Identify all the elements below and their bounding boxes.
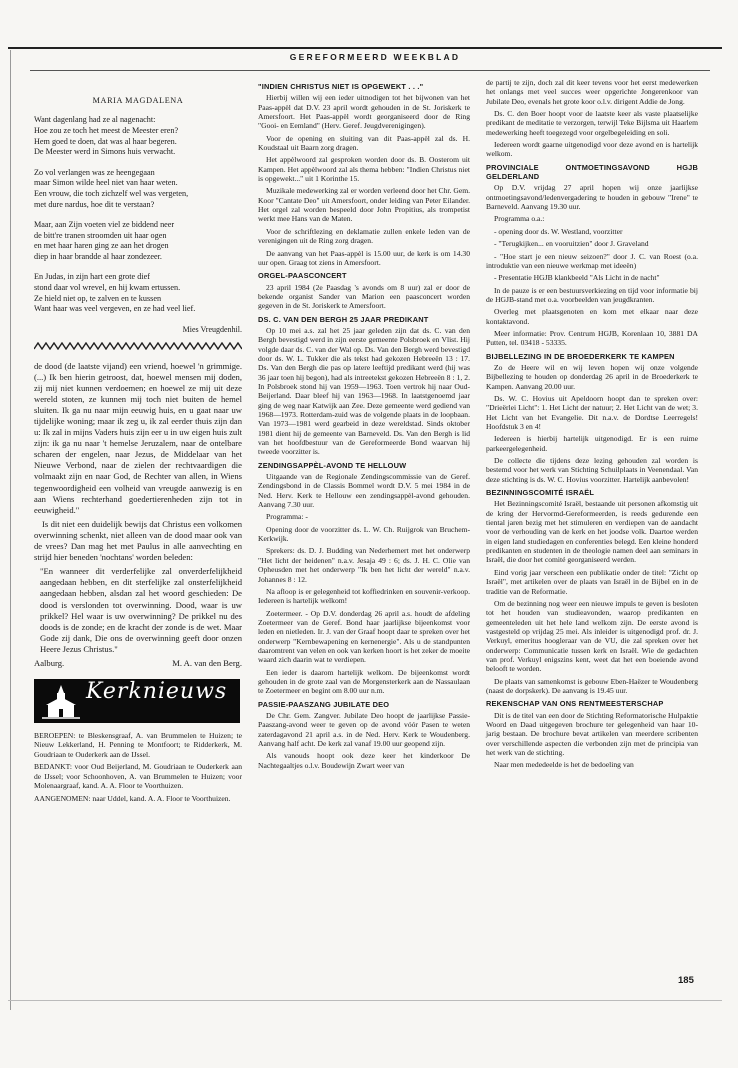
page-edge bbox=[10, 50, 11, 1010]
poem-stanza bbox=[34, 220, 242, 262]
article-signature: M. A. van den Berg. bbox=[172, 657, 242, 668]
section-paragraph: Overleg met plaatsgenoten en kom met elkaar naar deze kontaktavond. bbox=[486, 307, 698, 326]
article-place: Aalburg. bbox=[34, 657, 65, 668]
section-paragraph: De aanvang van het Paas-appèl is 15.00 uur, de kerk is om 14.30 uur open. Graag tot ziens in Amersfoort. bbox=[258, 248, 470, 267]
poem-line: de bitt're tranen stroomden uit haar ogen bbox=[34, 230, 167, 240]
poem-line: Een vrouw, die toch zichzelf wel was vergeten, bbox=[34, 188, 189, 198]
section-paragraph: Op D.V. vrijdag 27 april hopen wij onze jaarlijkse ontmoetingsavond/ledenvergadering te houden in gebouw "Irene" te Barneveld. Aanvang 19.30 uur. bbox=[486, 183, 698, 212]
poem-line: De Meester werd in Simons huis verwacht. bbox=[34, 147, 176, 157]
section-paragraph: Dit is de titel van een door de Stichting Reformatorische Hulpaktie Woord en Daad uitgegeven brochure ter gelegenheid van haar 10-jarig bestaan. De brochure bevat artikelen van meerdere scribenten over verschillende aspecten die verbonden zijn met de principia van het werk van de stichting. bbox=[486, 710, 698, 757]
poem-stanza bbox=[34, 168, 242, 210]
section-paragraph: Op 10 mei a.s. zal het 25 jaar geleden zijn dat ds. C. van den Bergh bevestigd werd in zijn eerste gemeente Polsbroek en Vlist. Hij volgde daar ds. C. van der Wal op. Ds. Van den Bergh werd bevestigd door ds. W. L. Tukker die als tekst had gekozen Hebreeën 13 : 17. Ds. Van den Bergh die pas op latere leeftijd predikant werd (hij was 36 jaar toen hij begon), had als intreetekst gekozen Hebreeën 8 : 1, 2. In Polsbroek stond hij van 1959—1963. Toen vertrok hij naar Oud-Beijerland. Daar bleef hij van 1963—1968. In laatstgenoemd jaar ging de weg naar Katwijk aan Zee. Deze gemeente werd gediend van 1968—1973. Rotterdam-zuid was de volgende plaats in de loopbaan. Van 1973—1981 werd gearbeid in deze wereldstad. Sinds oktober 1981 dient hij de gemeente van Barneveld. Ds. Van den Bergh is lid van het hoofdbestuur van de Gereformeerde Bond waarvan hij tweede voorzitter is. bbox=[258, 325, 470, 457]
article-signature-line bbox=[34, 658, 242, 669]
section-paragraph: Voor de schriftlezing en deklamatie zullen enkele leden van de verenigingen uit de Ring zorg dragen. bbox=[258, 226, 470, 246]
section-paragraph: Zoetermeer. - Op D.V. donderdag 26 april a.s. houdt de afdeling Zoetermeer van de Geref. Bond haar jaarlijkse bijeenkomst voor leden en nietleden. Ir. J. van der Graaf hoopt daar te spreken over het onderwerp "Kernbewapening en kernenergie". Als u de standpunten daaromtrent van velen en ook van kerken hoort is het zeker de moeite waard zich daarin wat te verdiepen. bbox=[258, 608, 470, 665]
top-rule bbox=[8, 47, 722, 49]
column-left bbox=[34, 78, 242, 806]
poem-line: met dure nardus, hoe dit te verstaan? bbox=[34, 199, 155, 209]
masthead-rule bbox=[30, 70, 710, 71]
section-paragraph: - Presentatie HGJB klankbeeld "Als Licht in de nacht" bbox=[494, 273, 660, 283]
section-heading: DS. C. VAN DEN BERGH 25 JAAR PREDIKANT bbox=[258, 314, 429, 324]
section-paragraph: Het appèlwoord zal gesproken worden door ds. B. Oosterom uit Kampen. Het appèlwoord zal als thema hebben: "Indien Christus niet is opgewekt..." uit 1 Korinthe 15. bbox=[258, 155, 470, 184]
section-paragraph: Programma o.a.: bbox=[494, 214, 545, 224]
section-paragraph: Als vanouds hoopt ook deze keer het kinderkoor De Nachtegaaltjes o.l.v. Boudewijn Zwart weer van bbox=[258, 751, 470, 770]
section-paragraph: Ds. C. den Boer hoopt voor de laatste keer als vaste plaatselijke predikant de meditatie te verzorgen, terwijl Teke Bijlsma uit Haarlem medewerking heeft toegezegd voor orgelbegeleiding en soli. bbox=[486, 109, 698, 137]
masthead: GEREFORMEERD WEEKBLAD bbox=[289, 52, 461, 62]
section-paragraph: Muzikale medewerking zal er worden verleend door het Chr. Gem. Koor "Cantate Deo" uit Amersfoort, onder leiding van Peter Eilander. Het orgel zal worden bespeeld door John Propitius, als trompetist werkt mee Hans van de Maten. bbox=[258, 186, 470, 224]
section-heading: "INDIEN CHRISTUS NIET IS OPGEWEKT . . ." bbox=[258, 82, 424, 91]
church-icon bbox=[40, 683, 82, 721]
article-quote: "En wanneer dit verderfelijke zal onverderfelijkheid aangedaan hebben, en dit sterfelijke zal onsterfelijkheid aangedaan hebben, alsdan zal het woord geschieden: De dood is verslonden tot overwinning. Dood, waar is uw prikkel? Hel waar is uw overwinning? De prikkel nu des doods is de zonde; en de kracht der zonde is de wet. Maar Gode zij dank, Die ons de overwinning geeft door onzen Heere Jezus Christus." bbox=[40, 566, 242, 654]
poem-line: En Judas, in zijn hart een grote dief bbox=[34, 272, 150, 282]
section-paragraph: Zo de Heere wil en wij leven hopen wij onze volgende Bijbellezing te houden op donderdag 26 april in de Broederkerk te Kampen. Aanvang 20.00 uur. bbox=[486, 362, 698, 391]
poem-line: Want dagenlang had ze al nagenacht: bbox=[34, 115, 156, 125]
zigzag-divider bbox=[34, 342, 242, 350]
article-paragraph: Is dit niet een duidelijk bewijs dat Christus een volkomen overwinning schenkt, niet alleen van de dood maar ook van de vrees? Dan mag het met Paulus in alle aanvechting en strijd hier beneden 'nochtans' worden beleden: bbox=[34, 518, 242, 563]
section-heading: REKENSCHAP VAN ONS RENTMEESTERSCHAP bbox=[486, 699, 664, 709]
poem-line: Maar, aan Zijn voeten viel ze biddend neer bbox=[34, 220, 175, 230]
section-paragraph: De Chr. Gem. Zangver. Jubilate Deo hoopt de jaarlijkse Passie-Paaszang-avond weer te geven op de avond vóór Pasen te weten zaterdagavond 21 april a.s. in de Ned. Herv. Kerk te Woudenberg. Aanvang half acht. De kerk zal vanaf 19.00 uur geopend zijn. bbox=[258, 710, 470, 748]
section-paragraph: Een ieder is daarom hartelijk welkom. De bijeenkomst wordt gehouden in de grote zaal van de Morgensterkerk aan de Nassaulaan te Zoetermeer en begint om 8.00 uur n.m. bbox=[258, 667, 470, 696]
poem-line: Want haar was veel vergeven, en ze had veel lief. bbox=[34, 304, 196, 314]
section-paragraph: Iedereen wordt gaarne uitgenodigd voor deze avond en is hartelijk welkom. bbox=[486, 140, 698, 159]
section-paragraph: Naar men mededeelde is het de bedoeling van bbox=[494, 760, 634, 770]
section-paragraph: - "Hoe start je een nieuw seizoen?" door J. C. van Roest (o.a. introduktie van een nieuwe werkmap met ideeën) bbox=[486, 251, 698, 270]
section-paragraph: De collecte die tijdens deze lezing gehouden zal worden is bestemd voor het werk van Stichting Schuilplaats in Veenendaal. Van deze stichting is ds. W. C. Hovius voorzitter. Hartelijk aanbevolen! bbox=[486, 456, 698, 484]
poem-line: Hem goed te doen, dat was al haar begeren. bbox=[34, 136, 177, 146]
section-paragraph: Na afloop is er gelegenheid tot koffiedrinken en souvenir-verkoop. Iedereen is hartelijk welkom! bbox=[258, 586, 470, 606]
kerknieuws-title: Kerknieuws bbox=[86, 679, 228, 705]
section-heading: PASSIE-PAASZANG JUBILATE DEO bbox=[258, 699, 390, 709]
section-paragraph: Hierbij willen wij een ieder uitnodigen tot het bijwonen van het Paas-appèl dat D.V. 23 april wordt gehouden in de St. Joriskerk te Amersfoort. Het Paas-appèl wordt georganiseerd door de Ring "Gooi- en Eemland" (Herv. Geref. Jeugdverenigingen). bbox=[258, 93, 470, 131]
kerknieuws-list bbox=[34, 731, 242, 803]
section-paragraph: Voor de opening en sluiting van dit Paas-appèl zal ds. H. Koudstaal uit Baarn zorg dragen. bbox=[258, 133, 470, 153]
section-paragraph: Eind vorig jaar verscheen een publikatie onder de titel: "Zicht op Israël", met artikelen over de plaats van Israël in de Bijbel en in de traditie van de Reformatie. bbox=[486, 567, 698, 596]
page-number: 185 bbox=[678, 975, 694, 986]
poem-line: Hoe zou ze toch het meest de Meester eren? bbox=[34, 125, 179, 135]
poem-title: MARIA MAGDALENA bbox=[92, 96, 184, 105]
poem-stanza bbox=[34, 115, 242, 157]
poem-line: Zo vol verlangen was ze heengegaan bbox=[34, 167, 155, 177]
section-paragraph: In de pauze is er een bestuursverkiezing en tijd voor informatie bij de HGJB-stand met o.a. voorbeelden van jeugdkranten. bbox=[486, 285, 698, 304]
column-middle bbox=[258, 78, 470, 773]
section-heading: ZENDINGSAPPÈL-AVOND TE HELLOUW bbox=[258, 460, 407, 470]
kerknieuws-item: AANGENOMEN: naar Uddel, kand. A. A. Floor te Voorthuizen. bbox=[34, 793, 231, 803]
kerknieuws-banner bbox=[34, 679, 240, 723]
section-heading: BIJBELLEZING IN DE BROEDERKERK TE KAMPEN bbox=[486, 351, 675, 361]
section-paragraph: de partij te zijn, doch zal dit keer tevens voor het eerst medewerken het onlangs met veel succes weer opgerichte Jongerenkoor van Jubilate Deo, evenals het grote koor o.l.v. dirigent Addie de Jong. bbox=[486, 78, 698, 106]
section-heading: PROVINCIALE ONTMOETINGSAVOND HGJB GELDERLAND bbox=[486, 162, 698, 182]
section-paragraph: - "Terugkijken... en vooruitzien" door J. Graveland bbox=[494, 239, 649, 249]
poem-line: maar Simon wilde heel niet van haar weten. bbox=[34, 178, 178, 188]
section-paragraph: De plaats van samenkomst is gebouw Eben-Haëzer te Woudenberg (naast de dorpskerk). De aanvang is 19.45 uur. bbox=[486, 676, 698, 695]
poem bbox=[34, 115, 242, 315]
section-paragraph: Uitgaande van de Regionale Zendingscommissie van de Geref. Zendingsbond in de Classis Bommel wordt D.V. 5 mei 1984 in de Ned. Herv. Kerk te Hellouw een zendingsappèl-avond gehouden. Aanvang 7.30 uur. bbox=[258, 472, 470, 510]
section-paragraph: Programma: - bbox=[266, 512, 308, 522]
bottom-rule bbox=[8, 1000, 722, 1001]
section-paragraph: Om de bezinning nog weer een nieuwe impuls te geven is besloten tot het houden van studieavonden, waarop predikanten en gemeenteleden uit het hele land welkom zijn. De eerste avond is vastgesteld op vrijdag 25 mei. Als inleider is uitgenodigd prof. dr. J. Verkuyl, emeritus hoogleraar van de VU, die zal spreken over het onderwerp: Communicatie tussen kerk en Israël. Wie de gedachten van prof. Verkuyl enigszins kent, weet dat het een boeiende avond belooft te worden. bbox=[486, 598, 698, 674]
poem-line: Ze hield niet op, te zalven en te kussen bbox=[34, 293, 162, 303]
article-paragraph: de dood (de laatste vijand) een vriend, hoewel 'n grimmige. (...) Ik ben hierin getroost, dat, hoewel mensen mij doden, zij mij niet kunnen verdoemen; en hoewel ze mij uit deze wereld stoten, ze kunnen mij toch niet buiten de hemel sluiten. Ik ga nu naar mijn eeuwig huis, en u gaat naar uw tijdelijke woning; maar ik zeg u, ik zal eerder thuis zijn dan u: Ik zal in mijns Vaders huis zijn eer u in uw eigen huis zult zijn: ik ga nu naar 't hemelse Jeruzalem, naar de ontelbare scharen der engelen, naar Jezus, de Middelaar van het Nieuwe Verbond, naar de zielen der rechtvaardigen die volmaakt zijn en naar God, de Rechter van allen, in Wiens tegenwoordigheid een volheid van vreugde aanwezig is en aan Wiens rechterhand goedertierenheden zijn tot in eeuwigheid." bbox=[34, 360, 242, 515]
section-paragraph: Meer informatie: Prov. Centrum HGJB, Korenlaan 10, 3881 DA Putten, tel. 03418 - 53335. bbox=[486, 328, 698, 348]
section-paragraph: Ds. W. C. Hovius uit Apeldoorn hoopt dan te spreken over: "Drieërlei Licht": 1. Het Licht der natuur; 2. Het Licht van de wet; 3. Het Licht van het Evangelie. Dit n.a.v. de Dordtse Leerregels! Hoofdstuk 3 en 4! bbox=[486, 393, 698, 431]
kerknieuws-item: BEDANKT: voor Oud Beijerland, M. Goudriaan te Ouderkerk aan de IJssel; voor Schoonhoven, A. van Brummelen te Huizen; voor Molenaargraaf, kand. A. A. Floor te Voorthuizen. bbox=[34, 762, 242, 791]
poem-author: Mies Vreugdenhil. bbox=[182, 324, 242, 334]
poem-line: en met haar haren ging ze aan het drogen bbox=[34, 241, 169, 251]
poem-stanza bbox=[34, 272, 242, 314]
section-paragraph: Sprekers: ds. D. J. Budding van Nederhemert met het onderwerp "Het licht der heidenen" n.a.v. Jesaja 49 : 6; ds. J. H. C. Olie van Opheusden met het onderwerp "Ik ben het licht der wereld" n.a.v. Johannes 8 : 12. bbox=[258, 546, 470, 584]
poem-line: stond daar vol wrevel, en hij kwam ertussen. bbox=[34, 283, 181, 293]
section-paragraph: Iedereen is hierbij hartelijk uitgenodigd. Er is een ruime parkeergelegenheid. bbox=[486, 434, 698, 453]
section-paragraph: - opening door ds. W. Westland, voorzitter bbox=[494, 226, 623, 236]
kerknieuws-item: BEROEPEN: te Bleskensgraaf, A. van Brummelen te Huizen; te Nieuw Lekkerland, H. Penning te Montfoort; te Ridderkerk, M. Goudriaan te Ouderkerk aan de IJssel. bbox=[34, 731, 242, 759]
section-heading: BEZINNINGSCOMITÉ ISRAËL bbox=[486, 488, 595, 498]
column-right bbox=[486, 78, 698, 773]
section-paragraph: 23 april 1984 (2e Paasdag 's avonds om 8 uur) zal er door de bekende organist Sander van Marion een paasconcert worden gegeven in de St. Joriskerk te Amersfoort. bbox=[258, 282, 470, 311]
section-paragraph: Het Bezinningscomité Israël, bestaande uit personen afkomstig uit de kring der Hervormd-Gereformeerden, is reeds gedurende een tiental jaren bezig met het stimuleren en verdiepen van de aandacht voor de verhouding van de kerk en het joodse volk. Daartoe werden in eigen land studiedagen en conferenties belegd. Een kleine honderd predikanten en studenten in de theologie namen deel aan seminars in Israël, die door het comité georganiseerd werden. bbox=[486, 499, 698, 565]
section-paragraph: Opening door de voorzitter ds. L. W. Ch. Ruijgrok van Bruchem-Kerkwijk. bbox=[258, 524, 470, 544]
article-left bbox=[34, 361, 242, 670]
section-heading: ORGEL-PAASCONCERT bbox=[258, 271, 347, 281]
poem-line: diep in haar brandde al haar zondezeer. bbox=[34, 251, 162, 261]
